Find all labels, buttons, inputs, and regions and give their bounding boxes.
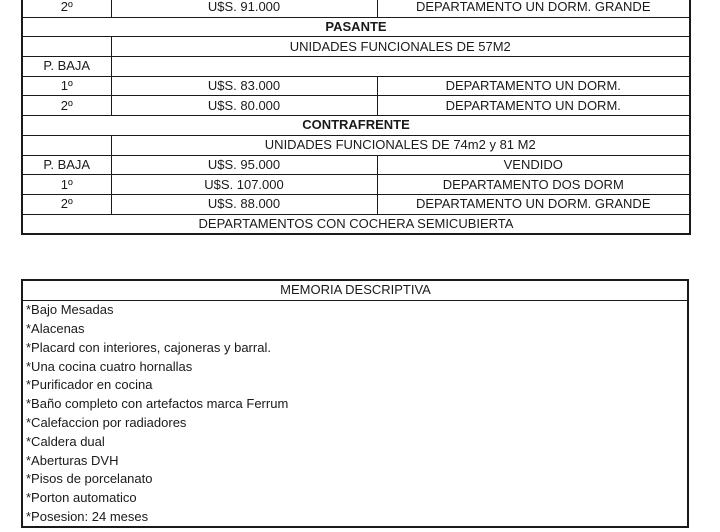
price-cell: U$S. 95.000	[111, 155, 377, 175]
memoria-item: *Calefaccion por radiadores	[22, 414, 688, 433]
description-cell: DEPARTAMENTO UN DORM.	[377, 96, 690, 116]
floor-cell: 2º	[22, 194, 111, 214]
price-cell: U$S. 80.000	[111, 96, 377, 116]
floor-cell: 2º	[22, 0, 111, 17]
price-cell: U$S. 83.000	[111, 76, 377, 96]
list-item	[22, 395, 688, 414]
footer-row	[22, 214, 690, 234]
list-item	[22, 300, 688, 319]
memoria-item: *Alacenas	[22, 320, 688, 339]
floor-cell: 2º	[22, 96, 111, 116]
description-cell: DEPARTAMENTO UN DORM. GRANDE	[377, 194, 690, 214]
list-item	[22, 320, 688, 339]
list-item	[22, 357, 688, 376]
section-title-contrafrente: CONTRAFRENTE	[22, 116, 690, 136]
list-item	[22, 432, 688, 451]
memoria-item: *Placard con interiores, cajoneras y barral.	[22, 338, 688, 357]
memoria-item: *Bajo Mesadas	[22, 300, 688, 319]
memoria-item: *Porton automatico	[22, 489, 688, 508]
units-label-contrafrente: UNIDADES FUNCIONALES DE 74m2 y 81 M2	[111, 135, 690, 155]
section-header-row	[22, 116, 690, 136]
price-table	[21, 0, 691, 235]
description-cell: DEPARTAMENTO UN DORM. GRANDE	[377, 0, 690, 17]
description-cell: DEPARTAMENTO DOS DORM	[377, 175, 690, 195]
table-row	[22, 0, 690, 17]
list-item	[22, 376, 688, 395]
section-header-row	[22, 17, 690, 37]
table-row	[22, 76, 690, 96]
list-item	[22, 414, 688, 433]
table-row	[22, 155, 690, 175]
table-row	[22, 175, 690, 195]
price-cell: U$S. 91.000	[111, 0, 377, 17]
description-cell: VENDIDO	[377, 155, 690, 175]
list-item	[22, 489, 688, 508]
memoria-item: *Baño completo con artefactos marca Ferrum	[22, 395, 688, 414]
memoria-item: *Pisos de porcelanato	[22, 470, 688, 489]
memoria-header-row	[22, 280, 688, 300]
empty-cell	[111, 57, 690, 77]
memoria-item: *Aberturas DVH	[22, 451, 688, 470]
memoria-item: *Una cocina cuatro hornallas	[22, 357, 688, 376]
garage-note: DEPARTAMENTOS CON COCHERA SEMICUBIERTA	[22, 214, 690, 234]
empty-cell	[22, 37, 111, 57]
units-label-pasante: UNIDADES FUNCIONALES DE 57M2	[111, 37, 690, 57]
section-title-pasante: PASANTE	[22, 17, 690, 37]
table-row	[22, 96, 690, 116]
memoria-title: MEMORIA DESCRIPTIVA	[22, 280, 688, 300]
table-row	[22, 194, 690, 214]
list-item	[22, 451, 688, 470]
memoria-item: *Caldera dual	[22, 432, 688, 451]
floor-cell: P. BAJA	[22, 57, 111, 77]
list-item	[22, 470, 688, 489]
memoria-descriptiva-table	[21, 279, 689, 528]
list-item	[22, 338, 688, 357]
price-cell: U$S. 107.000	[111, 175, 377, 195]
description-cell: DEPARTAMENTO UN DORM.	[377, 76, 690, 96]
list-item	[22, 508, 688, 528]
floor-cell: P. BAJA	[22, 155, 111, 175]
table-row	[22, 37, 690, 57]
empty-cell	[22, 135, 111, 155]
table-row	[22, 135, 690, 155]
memoria-item: *Purificador en cocina	[22, 376, 688, 395]
floor-cell: 1º	[22, 76, 111, 96]
floor-cell: 1º	[22, 175, 111, 195]
table-row	[22, 57, 690, 77]
memoria-item: *Posesion: 24 meses	[22, 508, 688, 528]
price-cell: U$S. 88.000	[111, 194, 377, 214]
